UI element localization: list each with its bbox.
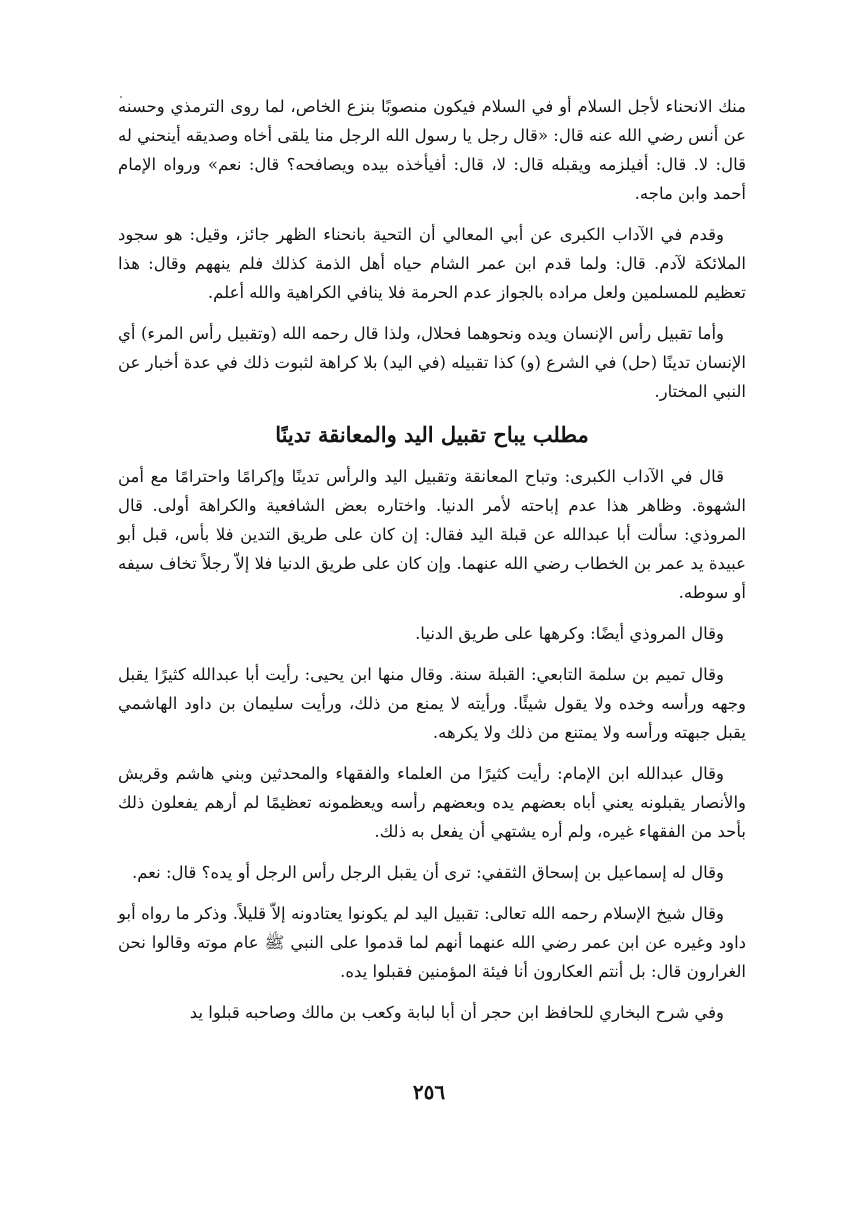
paragraph-tamim: وقال تميم بن سلمة التابعي: القبلة سنة. وقال منها ابن يحيى: رأيت أبا عبدالله كثيرًا يقبل وجهه ورأسه وخده ولا يقول شيئًا. ورأيته لا يمنع من ذلك، ورأيت سليمان بن داود الهاشمي يقبل جبهته ورأسه ولا يمتنع من ذلك ولا يكرهه. — [118, 665, 746, 742]
paragraph-adab-bowing: وقدم في الآداب الكبرى عن أبي المعالي أن التحية بانحناء الظهر جائز، وقيل: هو سجود الملائكة لآدم. قال: ولما قدم ابن عمر الشام حياه أهل الذمة كذلك فلم ينههم وقال: هذا تعظيم للمسلمين ولعل مراده بالجواز عدم الحرمة فلا ينافي الكراهية والله أعلم. — [118, 225, 746, 302]
page-number: ٢٥٦ — [412, 1080, 446, 1104]
paragraph-bowing-hadith: منك الانحناء لأجل السلام أو في السلام فيكون منصوبًا بنزع الخاص، لما روى الترمذي وحسنه عن أنس رضي الله عنه قال: «قال رجل يا رسول الله الرجل منا يلقى أخاه وصديقه أينحني له قال: لا. قال: أفيلزمه ويقبله قال: لا، قال: أفيأخذه بيده ويصافحه؟ قال: نعم» ورواه الإمام أحمد وابن ماجه. — [118, 97, 746, 203]
paragraph-ismail: وقال له إسماعيل بن إسحاق الثقفي: ترى أن يقبل الرجل رأس الرجل أو يده؟ قال: نعم. — [131, 863, 724, 882]
paragraph-shaykh-islam: وقال شيخ الإسلام رحمه الله تعالى: تقبيل اليد لم يكونوا يعتادونه إلاّ قليلاً. وذكر ما رواه أبو داود وغيره عن ابن عمر رضي الله عنهما أنهم لما قدموا على النبي ﷺ عام موته وقالوا نحن الغرارون قال: بل أنتم العكارون أنا فيئة المؤمنين فقبلوا يده. — [118, 904, 746, 981]
paragraph-adab-embracing: قال في الآداب الكبرى: وتباح المعانقة وتقبيل اليد والرأس تدينًا وإكرامًا واحترامًا مع أمن الشهوة. وظاهر هذا عدم إباحته لأمر الدنيا. واختاره بعض الشافعية والكراهة أولى. قال المروذي: سألت أبا عبدالله عن قبلة اليد فقال: إن كان على طريق التدين فلا بأس، قبل أبو عبيدة يد عمر بن الخطاب رضي الله عنهما. وإن كان على طريق الدنيا فلا إلاّ رجلاً تخاف سيفه أو سوطه. — [118, 467, 746, 602]
paragraph-marwazi: وقال المروذي أيضًا: وكرهها على طريق الدنيا. — [415, 624, 724, 643]
section-heading: مطلب يباح تقبيل اليد والمعانقة تدينًا — [275, 422, 589, 447]
paragraph-abdullah: وقال عبدالله ابن الإمام: رأيت كثيرًا من العلماء والفقهاء والمحدثين وبني هاشم وقريش والأنصار يقبلونه يعني أباه بعضهم يده وبعضهم رأسه ويعظمونه تعظيمًا لم أرهم يفعلون ذلك بأحد من الفقهاء غيره، ولم أره يشتهي أن يفعل به ذلك. — [118, 764, 746, 841]
body-text — [118, 92, 746, 1039]
paragraph-kissing-head-hand: وأما تقبيل رأس الإنسان ويده ونحوهما فحلال، ولذا قال رحمه الله (وتقبيل رأس المرء) أي الإنسان تدينًا (حل) في الشرع (و) كذا تقبيله (في اليد) بلا كراهة لثبوت ذلك في عدة أخبار عن النبي المختار. — [118, 324, 746, 401]
paragraph-bukhari-commentary: وفي شرح البخاري للحافظ ابن حجر أن أبا لبابة وكعب بن مالك وصاحبه قبلوا يد — [189, 1003, 724, 1022]
